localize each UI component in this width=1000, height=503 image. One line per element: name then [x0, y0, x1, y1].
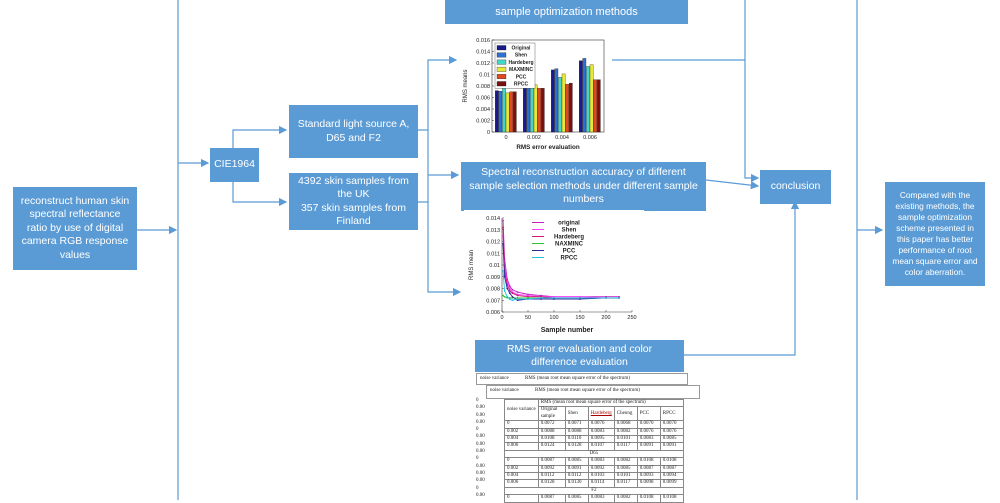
table-cell: 0.0070 — [660, 421, 683, 428]
table-left-cell: 0.00 — [476, 463, 485, 469]
table-cell: 0.0082 — [614, 495, 637, 502]
bar-maxminc — [562, 74, 565, 132]
bar-hardeberg — [530, 84, 533, 132]
bar-pcc — [510, 92, 513, 132]
line-top-to-conclusion — [745, 0, 758, 178]
table-left-cell: 0.00 — [476, 419, 485, 425]
bar-legend-swatch-pcc — [497, 74, 506, 79]
line-cie-to-light — [233, 130, 286, 150]
bar-shen — [499, 91, 502, 132]
line-point-pcc — [502, 243, 504, 245]
box-cie1964 — [210, 148, 259, 182]
rms-table — [504, 399, 684, 503]
line-point-rpcc — [618, 297, 620, 299]
table-cell: 0.0076 — [588, 421, 614, 428]
table-cell: 0.0083 — [637, 436, 660, 443]
bar-shen — [527, 81, 530, 132]
table-cell: 0.0071 — [565, 421, 588, 428]
bar-x-tick-label: 0.002 — [527, 135, 541, 141]
box-input-text: reconstruct human skin spectral reflectance ratio by use of digital camera RGB response values — [20, 194, 130, 261]
line-point-naxminc — [504, 296, 506, 298]
line-point-original — [512, 289, 514, 291]
bar-chart — [460, 34, 612, 156]
bar-legend-label: MAXMINC — [509, 67, 533, 74]
line-x-axis-label: Sample number — [540, 327, 594, 334]
table-left-cell: 0 — [476, 398, 479, 403]
table-cell: D65 — [505, 450, 684, 457]
table-left-cell: 0 — [476, 427, 479, 433]
bar-rpcc — [541, 88, 544, 132]
line-y-tick-label: 0.009 — [486, 274, 500, 281]
line-to-bar-chart — [428, 60, 456, 130]
bar-legend-label: Hardeberg — [508, 59, 534, 66]
line-point-hardeberg — [512, 292, 514, 294]
table-left-cell: 0.00 — [476, 449, 485, 455]
bar-original — [551, 70, 554, 132]
table-cell: 0.0117 — [614, 480, 637, 487]
bar-maxminc — [506, 93, 509, 132]
line-legend-label: Shen — [561, 227, 577, 234]
box-skin-samples-finland: 357 skin samples from Finland — [300, 201, 407, 227]
box-rms-evaluation — [475, 340, 684, 372]
table-cell: 0.0114 — [588, 480, 614, 487]
table-cell: 0.0091 — [637, 443, 660, 450]
box-result — [885, 182, 985, 286]
line-point-hardeberg — [517, 295, 519, 297]
box-light-source-text: Standard light source A, D65 and F2 — [297, 118, 410, 144]
table-left-cell: 0.00 — [476, 434, 485, 440]
line-point-original — [502, 219, 504, 221]
table-cell: 0.0108 — [660, 458, 683, 465]
line-y-tick-label: 0.008 — [486, 286, 500, 293]
table-cell: 0.0087 — [538, 458, 565, 465]
table-cell: 0.0083 — [588, 428, 614, 435]
table-section-row — [505, 487, 684, 494]
bar-x-tick-label: 0.004 — [555, 135, 569, 141]
table-cell: 0.0083 — [588, 495, 614, 502]
bar-y-tick-label: 0.006 — [476, 95, 490, 102]
table-left-cell: 0.00 — [476, 492, 485, 498]
bar-y-tick-label: 0.002 — [476, 118, 490, 125]
bar-original — [579, 61, 582, 132]
table-left-cell: 0.00 — [476, 412, 485, 418]
table-cell: 0.0085 — [660, 436, 683, 443]
table-left-cell: 0.00 — [476, 441, 485, 447]
line-chart-figure — [464, 210, 644, 338]
table-cell: 0.006 — [505, 480, 539, 487]
table-row — [505, 421, 684, 428]
line-point-pcc — [509, 292, 511, 294]
table-cell: 0.0112 — [538, 473, 565, 480]
box-result-text: Compared with the existing methods, the sample optimization scheme presented in this paper has better performance of root mean square error and color aberration. — [892, 190, 978, 277]
table-cell: Original sample — [538, 407, 565, 421]
line-spectral-to-conclusion — [706, 180, 758, 186]
table-cell: RMS (mean root mean square error of the spectrum) — [538, 400, 683, 407]
table-cell: 0.0098 — [637, 480, 660, 487]
line-x-tick-label: 50 — [524, 315, 532, 321]
table-fragment-1-title: RMS (mean root mean square error of the spectrum) — [525, 376, 630, 381]
table-cell: 0.0093 — [637, 473, 660, 480]
bar-rpcc — [597, 80, 600, 132]
table-left-cell: 0 — [476, 456, 479, 462]
line-rms-to-conclusion — [684, 202, 795, 355]
box-skin-samples — [289, 173, 418, 230]
bar-x-axis-label: RMS error evaluation — [516, 144, 580, 151]
table-row — [505, 443, 684, 450]
table-cell: 0.0091 — [660, 443, 683, 450]
table-left-cell: 0 — [476, 485, 479, 491]
box-sample-optimization — [445, 0, 688, 24]
bar-pcc — [594, 80, 597, 132]
bar-legend-label: Original — [511, 45, 531, 52]
line-point-rpcc — [553, 297, 555, 299]
table-cell: 0.0103 — [588, 473, 614, 480]
table-cell: F2 — [505, 487, 684, 494]
table-cell: 0 — [505, 421, 539, 428]
bar-hardeberg — [502, 88, 505, 132]
line-y-tick-label: 0.01 — [489, 263, 500, 269]
table-cell: 0.0072 — [538, 421, 565, 428]
line-series-pcc — [503, 241, 619, 300]
bar-legend-swatch-original — [497, 46, 506, 51]
line-point-rpcc — [605, 297, 607, 299]
box-sample-optimization-text: sample optimization methods — [495, 5, 638, 18]
bar-x-tick-label: 0 — [504, 135, 508, 141]
line-cie-to-samples — [233, 182, 286, 202]
table-cell: 0.0091 — [565, 465, 588, 472]
box-cie1964-text: CIE1964 — [214, 158, 255, 171]
table-fragment-1-label: noise variance — [480, 376, 509, 381]
table-cell: 0.0107 — [588, 443, 614, 450]
bar-original — [495, 91, 498, 132]
table-cell: 0.002 — [505, 428, 539, 435]
line-point-rpcc — [540, 297, 542, 299]
line-point-pcc — [506, 288, 508, 290]
bar-shen — [555, 69, 558, 132]
bar-maxminc — [534, 85, 537, 132]
table-cell: 0.0076 — [637, 428, 660, 435]
table-cell: 0.0082 — [614, 458, 637, 465]
line-point-rpcc — [502, 270, 504, 272]
table-fragment-1 — [476, 373, 688, 385]
bar-y-axis-label: RMS means — [463, 69, 469, 103]
table-cell: Hardeberg — [588, 407, 614, 421]
bar-legend-swatch-shen — [497, 53, 506, 58]
line-point-rpcc — [527, 298, 529, 300]
bar-maxminc — [590, 65, 593, 132]
box-conclusion-text: conclusion — [770, 180, 821, 193]
line-point-original — [517, 291, 519, 293]
table-fragment-2-title: RMS (mean root mean square error of the spectrum) — [535, 388, 640, 393]
bar-y-tick-label: 0.004 — [476, 107, 490, 113]
bar-shen — [583, 58, 586, 132]
table-cell: 0.0087 — [660, 465, 683, 472]
line-point-rpcc — [517, 298, 519, 300]
line-legend-label: NAXMINC — [555, 241, 583, 248]
bar-legend-swatch-rpcc — [497, 82, 506, 87]
table-cell: 0.0117 — [614, 443, 637, 450]
line-legend-label: RPCC — [560, 255, 578, 262]
table-cell: 0.0101 — [614, 436, 637, 443]
table-cell: 0 — [505, 495, 539, 502]
line-point-rpcc — [579, 297, 581, 299]
table-cell: 0.0094 — [660, 473, 683, 480]
line-y-tick-label: 0.013 — [486, 227, 500, 234]
table-cell: 0.004 — [505, 436, 539, 443]
line-y-tick-label: 0.007 — [486, 298, 500, 305]
table-cell: Shen — [565, 407, 588, 421]
line-y-tick-label: 0.014 — [486, 216, 500, 222]
bar-chart-figure — [460, 34, 612, 156]
line-point-rpcc — [512, 299, 514, 301]
box-rms-evaluation-text: RMS error evaluation and color difference evaluation — [506, 342, 653, 368]
box-spectral-accuracy-text: Spectral reconstruction accuracy of different sample selection methods under different sample numbers — [469, 166, 698, 206]
bar-y-tick-label: 0 — [486, 130, 490, 136]
line-point-naxminc — [502, 295, 504, 297]
table-row — [505, 428, 684, 435]
line-legend-label: PCC — [562, 248, 576, 255]
line-legend-label: Hardeberg — [553, 234, 585, 241]
table-cell: 0.0085 — [565, 458, 588, 465]
line-legend-label: original — [558, 220, 580, 227]
table-row — [505, 436, 684, 443]
table-cell: PCC — [637, 407, 660, 421]
table-left-column — [476, 397, 488, 499]
table-fragment-2 — [486, 385, 700, 399]
table-cell: 0.0070 — [637, 421, 660, 428]
table-left-cell: 0.00 — [476, 470, 485, 476]
table-cell: 0.0087 — [538, 495, 565, 502]
table-row — [505, 473, 684, 480]
table-cell: 0.0101 — [614, 473, 637, 480]
table-cell: 0.0099 — [660, 480, 683, 487]
bar-hardeberg — [558, 77, 561, 132]
table-cell: 0.0085 — [565, 495, 588, 502]
line-x-tick-label: 150 — [575, 315, 585, 321]
bar-legend-swatch-maxminc — [497, 67, 506, 72]
table-header-row — [505, 400, 684, 407]
table-cell: 0.0076 — [660, 428, 683, 435]
line-light-to-merge — [418, 130, 428, 202]
table-cell: 0.0108 — [637, 458, 660, 465]
box-spectral-accuracy — [461, 162, 706, 211]
line-chart — [464, 210, 644, 338]
table-cell: 0.006 — [505, 443, 539, 450]
bar-y-tick-label: 0.008 — [476, 84, 490, 90]
line-point-rpcc — [506, 296, 508, 298]
line-to-line-chart — [428, 202, 460, 292]
bar-legend-label: PCC — [515, 74, 527, 81]
box-light-source — [289, 105, 418, 158]
table-row — [505, 495, 684, 502]
bar-rpcc — [513, 92, 516, 132]
table-cell: 0.004 — [505, 473, 539, 480]
bar-pcc — [566, 84, 569, 132]
table-figure — [476, 373, 704, 500]
bar-legend-swatch-hardeberg — [497, 60, 506, 65]
bar-original — [523, 81, 526, 132]
line-y-tick-label: 0.011 — [486, 251, 500, 258]
bar-legend-label: RPCC — [513, 81, 529, 88]
table-section-row — [505, 450, 684, 457]
table-row — [505, 480, 684, 487]
table-cell: 0.0088 — [565, 428, 588, 435]
line-x-tick-label: 0 — [500, 315, 504, 321]
table-cell: 0.0130 — [565, 480, 588, 487]
table-cell: 0.0124 — [538, 443, 565, 450]
table-cell: 0.0068 — [614, 421, 637, 428]
table-cell: 0.0128 — [538, 480, 565, 487]
table-cell: 0.0112 — [565, 473, 588, 480]
box-input — [13, 187, 137, 270]
bar-y-tick-label: 0.012 — [476, 61, 490, 67]
bar-y-tick-label: 0.016 — [476, 38, 490, 44]
table-cell: 0.0092 — [588, 465, 614, 472]
table-cell: 0.0108 — [538, 436, 565, 443]
bar-hardeberg — [586, 66, 589, 132]
bar-pcc — [538, 88, 541, 132]
line-y-tick-label: 0.006 — [486, 310, 500, 316]
table-cell: noise variance — [505, 400, 539, 421]
line-x-tick-label: 250 — [627, 315, 637, 321]
line-point-pcc — [512, 296, 514, 298]
table-cell: 0.0083 — [588, 458, 614, 465]
table-cell: 0.0092 — [538, 465, 565, 472]
bar-legend-label: Shen — [514, 52, 528, 59]
bar-x-tick-label: 0.006 — [583, 135, 597, 141]
table-cell: 0.0128 — [565, 443, 588, 450]
table-cell: 0 — [505, 458, 539, 465]
line-point-rpcc — [509, 298, 511, 300]
line-point-hardeberg — [502, 227, 504, 229]
table-main — [504, 399, 684, 503]
bar-y-tick-label: 0.01 — [479, 72, 490, 79]
table-cell: 0.0082 — [614, 428, 637, 435]
table-cell: RPCC — [660, 407, 683, 421]
box-skin-samples-uk: 4392 skin samples from the UK — [298, 174, 409, 201]
table-cell: 0.0108 — [637, 495, 660, 502]
table-fragment-2-label: noise variance — [490, 388, 519, 393]
line-y-axis-label: RMS mean — [469, 249, 475, 281]
table-cell: 0.0088 — [538, 428, 565, 435]
line-x-tick-label: 100 — [549, 315, 559, 321]
table-left-cell: 0.00 — [476, 478, 485, 484]
table-cell: 0.0110 — [565, 436, 588, 443]
bar-y-tick-label: 0.014 — [476, 49, 490, 56]
table-cell: 0.0095 — [588, 436, 614, 443]
table-cell: 0.0087 — [637, 465, 660, 472]
line-y-tick-label: 0.012 — [486, 239, 500, 246]
table-row — [505, 465, 684, 472]
table-cell: 0.002 — [505, 465, 539, 472]
bar-rpcc — [569, 83, 572, 132]
table-row — [505, 458, 684, 465]
line-x-tick-label: 200 — [601, 315, 611, 321]
line-point-rpcc — [504, 290, 506, 292]
table-cell: 0.0108 — [660, 495, 683, 502]
table-cell: 0.0085 — [614, 465, 637, 472]
table-cell: Cheung — [614, 407, 637, 421]
box-conclusion — [760, 170, 831, 204]
table-left-cell: 0.00 — [476, 405, 485, 411]
